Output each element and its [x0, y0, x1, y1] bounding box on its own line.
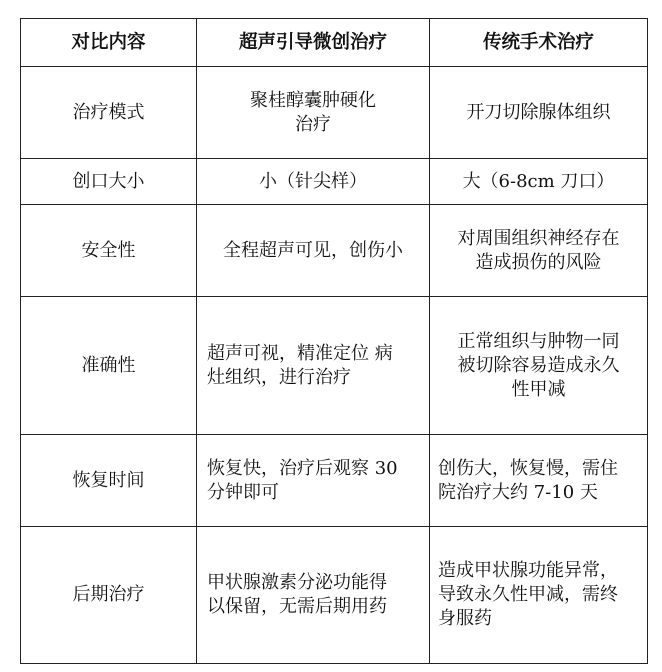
cell-ultrasound: 小（针尖样）: [197, 159, 430, 205]
cell-traditional: 对周围组织神经存在 造成损伤的风险: [430, 205, 648, 297]
table-row: [21, 67, 648, 159]
cell-traditional: 造成甲状腺功能异常， 导致永久性甲减，需终 身服药: [430, 527, 648, 664]
header-traditional-surgery: 传统手术治疗: [430, 19, 648, 67]
table-row: [21, 435, 648, 527]
cell-traditional: 开刀切除腺体组织: [430, 67, 648, 159]
cell-ultrasound: 全程超声可见，创伤小: [197, 205, 430, 297]
row-label: 准确性: [21, 297, 197, 435]
row-label: 恢复时间: [21, 435, 197, 527]
table-row: [21, 205, 648, 297]
header-row: [21, 19, 648, 67]
row-label: 治疗模式: [21, 67, 197, 159]
table-row: [21, 527, 648, 664]
cell-traditional: 创伤大，恢复慢，需住 院治疗大约 7-10 天: [430, 435, 648, 527]
comparison-table: [20, 18, 648, 664]
cell-traditional: 大（6-8cm 刀口）: [430, 159, 648, 205]
cell-ultrasound: 恢复快，治疗后观察 30 分钟即可: [197, 435, 430, 527]
header-ultrasound-treatment: 超声引导微创治疗: [197, 19, 430, 67]
row-label: 安全性: [21, 205, 197, 297]
row-label: 后期治疗: [21, 527, 197, 664]
table-row: [21, 159, 648, 205]
header-comparison-item: 对比内容: [21, 19, 197, 67]
cell-traditional: 正常组织与肿物一同 被切除容易造成永久 性甲减: [430, 297, 648, 435]
row-label: 创口大小: [21, 159, 197, 205]
cell-ultrasound: 聚桂醇囊肿硬化 治疗: [197, 67, 430, 159]
table-row: [21, 297, 648, 435]
cell-ultrasound: 甲状腺激素分泌功能得 以保留，无需后期用药: [197, 527, 430, 664]
cell-ultrasound: 超声可视，精准定位 病 灶组织，进行治疗: [197, 297, 430, 435]
